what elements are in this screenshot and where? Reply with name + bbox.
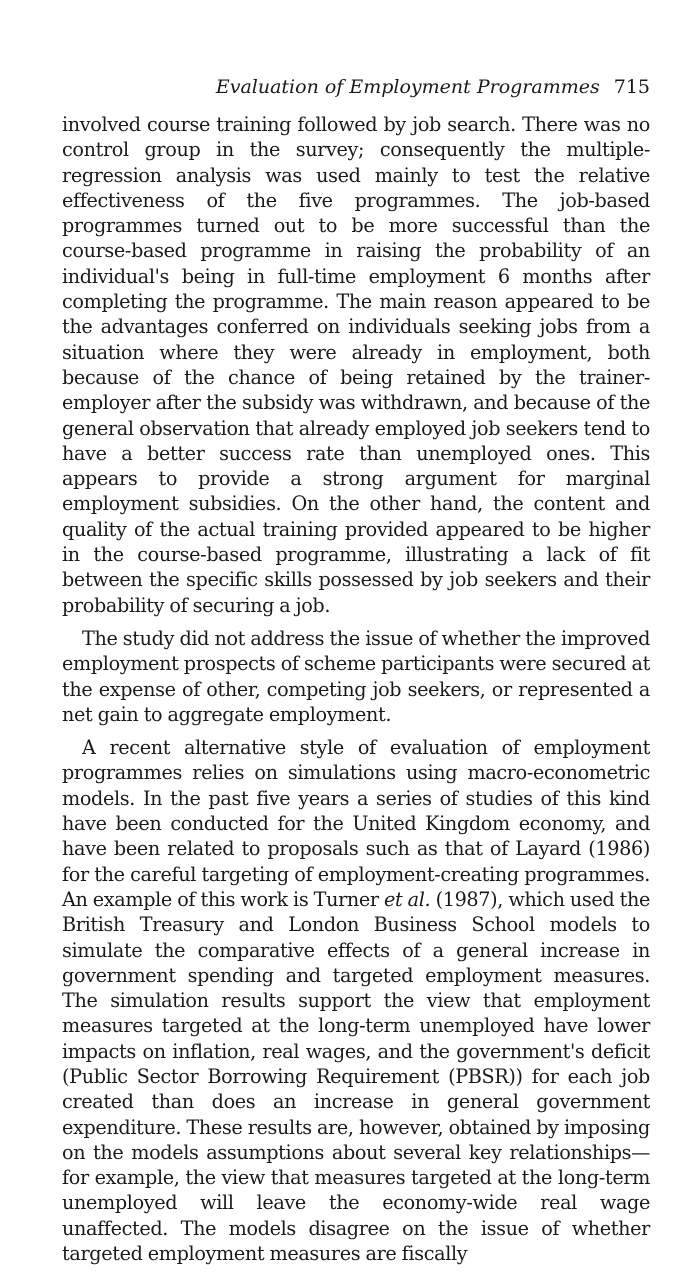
running-head	[62, 74, 650, 100]
italic-citation-text: et al.	[384, 887, 431, 911]
paragraph-text: A recent alternative style of evaluation of employment programmes relies on simulations using macro-econometric models. In the past five years a series of studies of this kind have been conducted for the United Kingdom economy, and have been related to proposals such as that of Layard (1986) for the careful targeting of employment-creating programmes. An example of this work is Turner	[62, 736, 650, 911]
paragraph	[62, 735, 650, 1266]
running-head-title: Evaluation of Employment Programmes	[215, 76, 600, 98]
paragraph: The study did not address the issue of whether the improved employment prospects of scheme participants were secured at the expense of other, competing job seekers, or represented a net gain to aggregate employment.	[62, 626, 650, 726]
paragraph-continued: involved course training followed by job search. There was no control group in the survey; consequently the multiple-regression analysis was used mainly to test the relative effectiveness of the five programmes. The job-based programmes turned out to be more successful than the course-based programme in raising the probability of an individual's being in full-time employment 6 months after completing the programme. The main reason appeared to be the advantages conferred on individuals seeking jobs from a situation where they were already in employment, both because of the chance of being retained by the trainer-employer after the subsidy was withdrawn, and because of the general observation that already employed job seekers tend to have a better success rate than unemployed ones. This appears to provide a strong argument for marginal employment subsidies. On the other hand, the content and quality of the actual training provided appeared to be higher in the course-based programme, illustrating a lack of fit between the specific skills possessed by job seekers and their probability of securing a job.	[62, 113, 650, 617]
body-text	[62, 112, 650, 1274]
paragraph-text: (1987), which used the British Treasury and London Business School models to simulate the comparative effects of a general increase in government spending and targeted employment measures. The simulation results support the view that employment measures targeted at the long-term unemployed have lower impacts on inflation, real wages, and the government's deficit (Public Sector Borrowing Requirement (PBSR)) for each job created than does an increase in general government expenditure. These results are, however, obtained by imposing on the models assumptions about several key relationships—for example, the view that measures targeted at the long-term unemployed will leave the economy-wide real wage unaffected. The models disagree on the issue of whether targeted employment measures are fiscally	[62, 887, 650, 1266]
page-number: 715	[613, 76, 650, 98]
